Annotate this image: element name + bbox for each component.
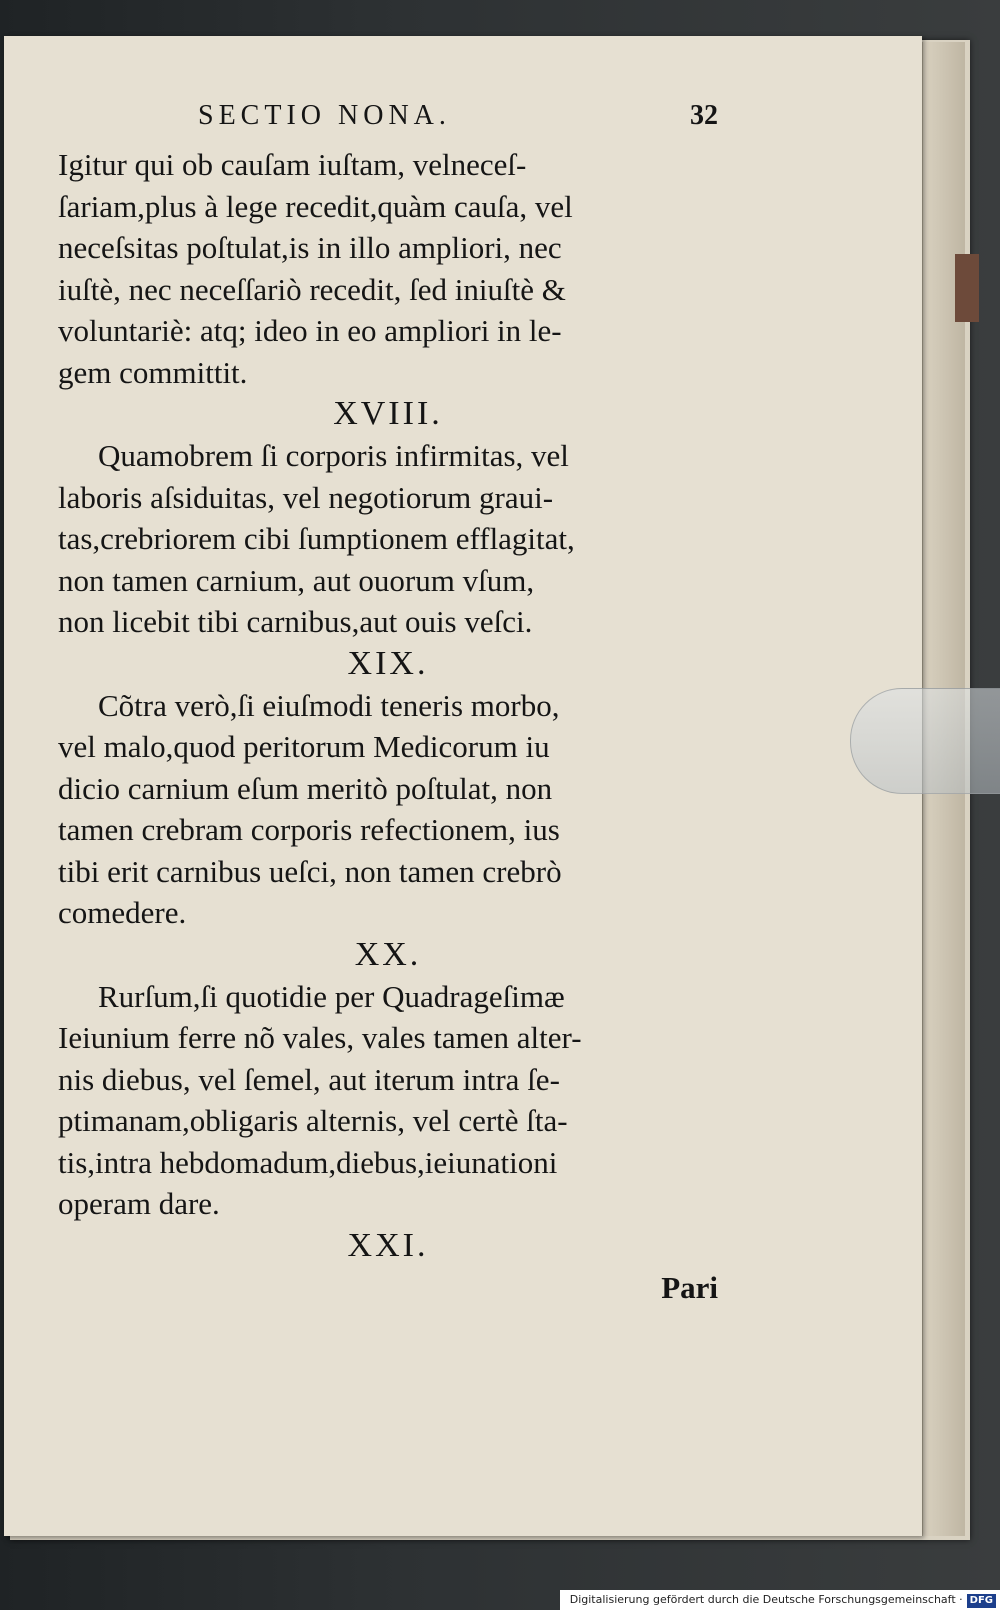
text-line: tamen crebram corporis refectionem, ius	[58, 812, 560, 847]
text-line: nis diebus, vel ſemel, aut iterum intra ſe-	[58, 1061, 560, 1097]
text-line: laboris aſsiduitas, vel negotiorum graui-	[58, 479, 554, 515]
catchword: Pari	[661, 1269, 718, 1305]
text-line: vel malo,quod peritorum Medicorum iu	[58, 729, 550, 764]
text-line: Quamobrem ſi corporis infirmitas, vel	[98, 438, 569, 473]
folio-number: 32	[690, 100, 718, 131]
running-title: SECTIO NONA.	[198, 100, 451, 131]
text-line: non tamen carnium, aut ouorum vſum,	[58, 562, 535, 598]
section-number-21: XXI.	[347, 1226, 429, 1264]
bookmark-ribbon	[955, 254, 979, 322]
section-number-18: XVIII.	[333, 395, 443, 432]
text-line: Ieiunium ferre nõ vales, vales tamen alter-	[58, 1020, 582, 1055]
text-line: Igitur qui ob cauſam iuſtam, velneceſ-	[58, 147, 527, 182]
text-line: non licebit tibi carnibus,aut ouis veſci.	[58, 604, 533, 639]
paragraph-3	[58, 685, 718, 934]
text-line: operam dare.	[58, 1186, 220, 1221]
text-line: tas,crebriorem cibi ſumptionem efflagitat,	[58, 521, 575, 556]
text-line: dicio carnium eſum meritò poſtulat, non	[58, 770, 553, 806]
text-line: Cõtra verò,ſi eiuſmodi teneris morbo,	[98, 687, 560, 723]
running-header	[58, 100, 718, 144]
paragraph-4	[58, 976, 718, 1225]
text-line: tis,intra hebdomadum,diebus,ieiunationi	[58, 1144, 558, 1180]
page-text-block	[58, 100, 718, 1309]
text-line: Rurſum,ſi quotidie per Quadrageſimæ	[98, 978, 565, 1014]
text-line: ſariam,plus à lege recedit,quàm cauſa, vel	[58, 188, 573, 224]
paragraph-1	[58, 144, 718, 393]
text-line: comedere.	[58, 895, 187, 930]
text-line: iuſtè, nec neceſſariò recedit, ſed iniuſtè &	[58, 271, 566, 307]
text-line: ptimanam,obligaris alternis, vel certè ſta-	[58, 1103, 568, 1138]
text-line: tibi erit carnibus ueſci, non tamen crebrò	[58, 853, 562, 889]
section-number-19: XIX.	[347, 644, 429, 682]
section-number-20: XX.	[354, 935, 422, 973]
text-line: voluntariè: atq; ideo in eo ampliori in le-	[58, 313, 562, 348]
paragraph-2	[58, 435, 718, 643]
dfg-logo: DFG	[967, 1594, 996, 1608]
text-line: neceſsitas poſtulat,is in illo ampliori, nec	[58, 230, 562, 265]
credit-text: Digitalisierung gefördert durch die Deutsche Forschungsgemeinschaft ·	[569, 1593, 963, 1606]
page-clip	[850, 688, 1000, 794]
text-line: gem committit.	[58, 354, 248, 390]
digitization-credit	[560, 1590, 1000, 1610]
